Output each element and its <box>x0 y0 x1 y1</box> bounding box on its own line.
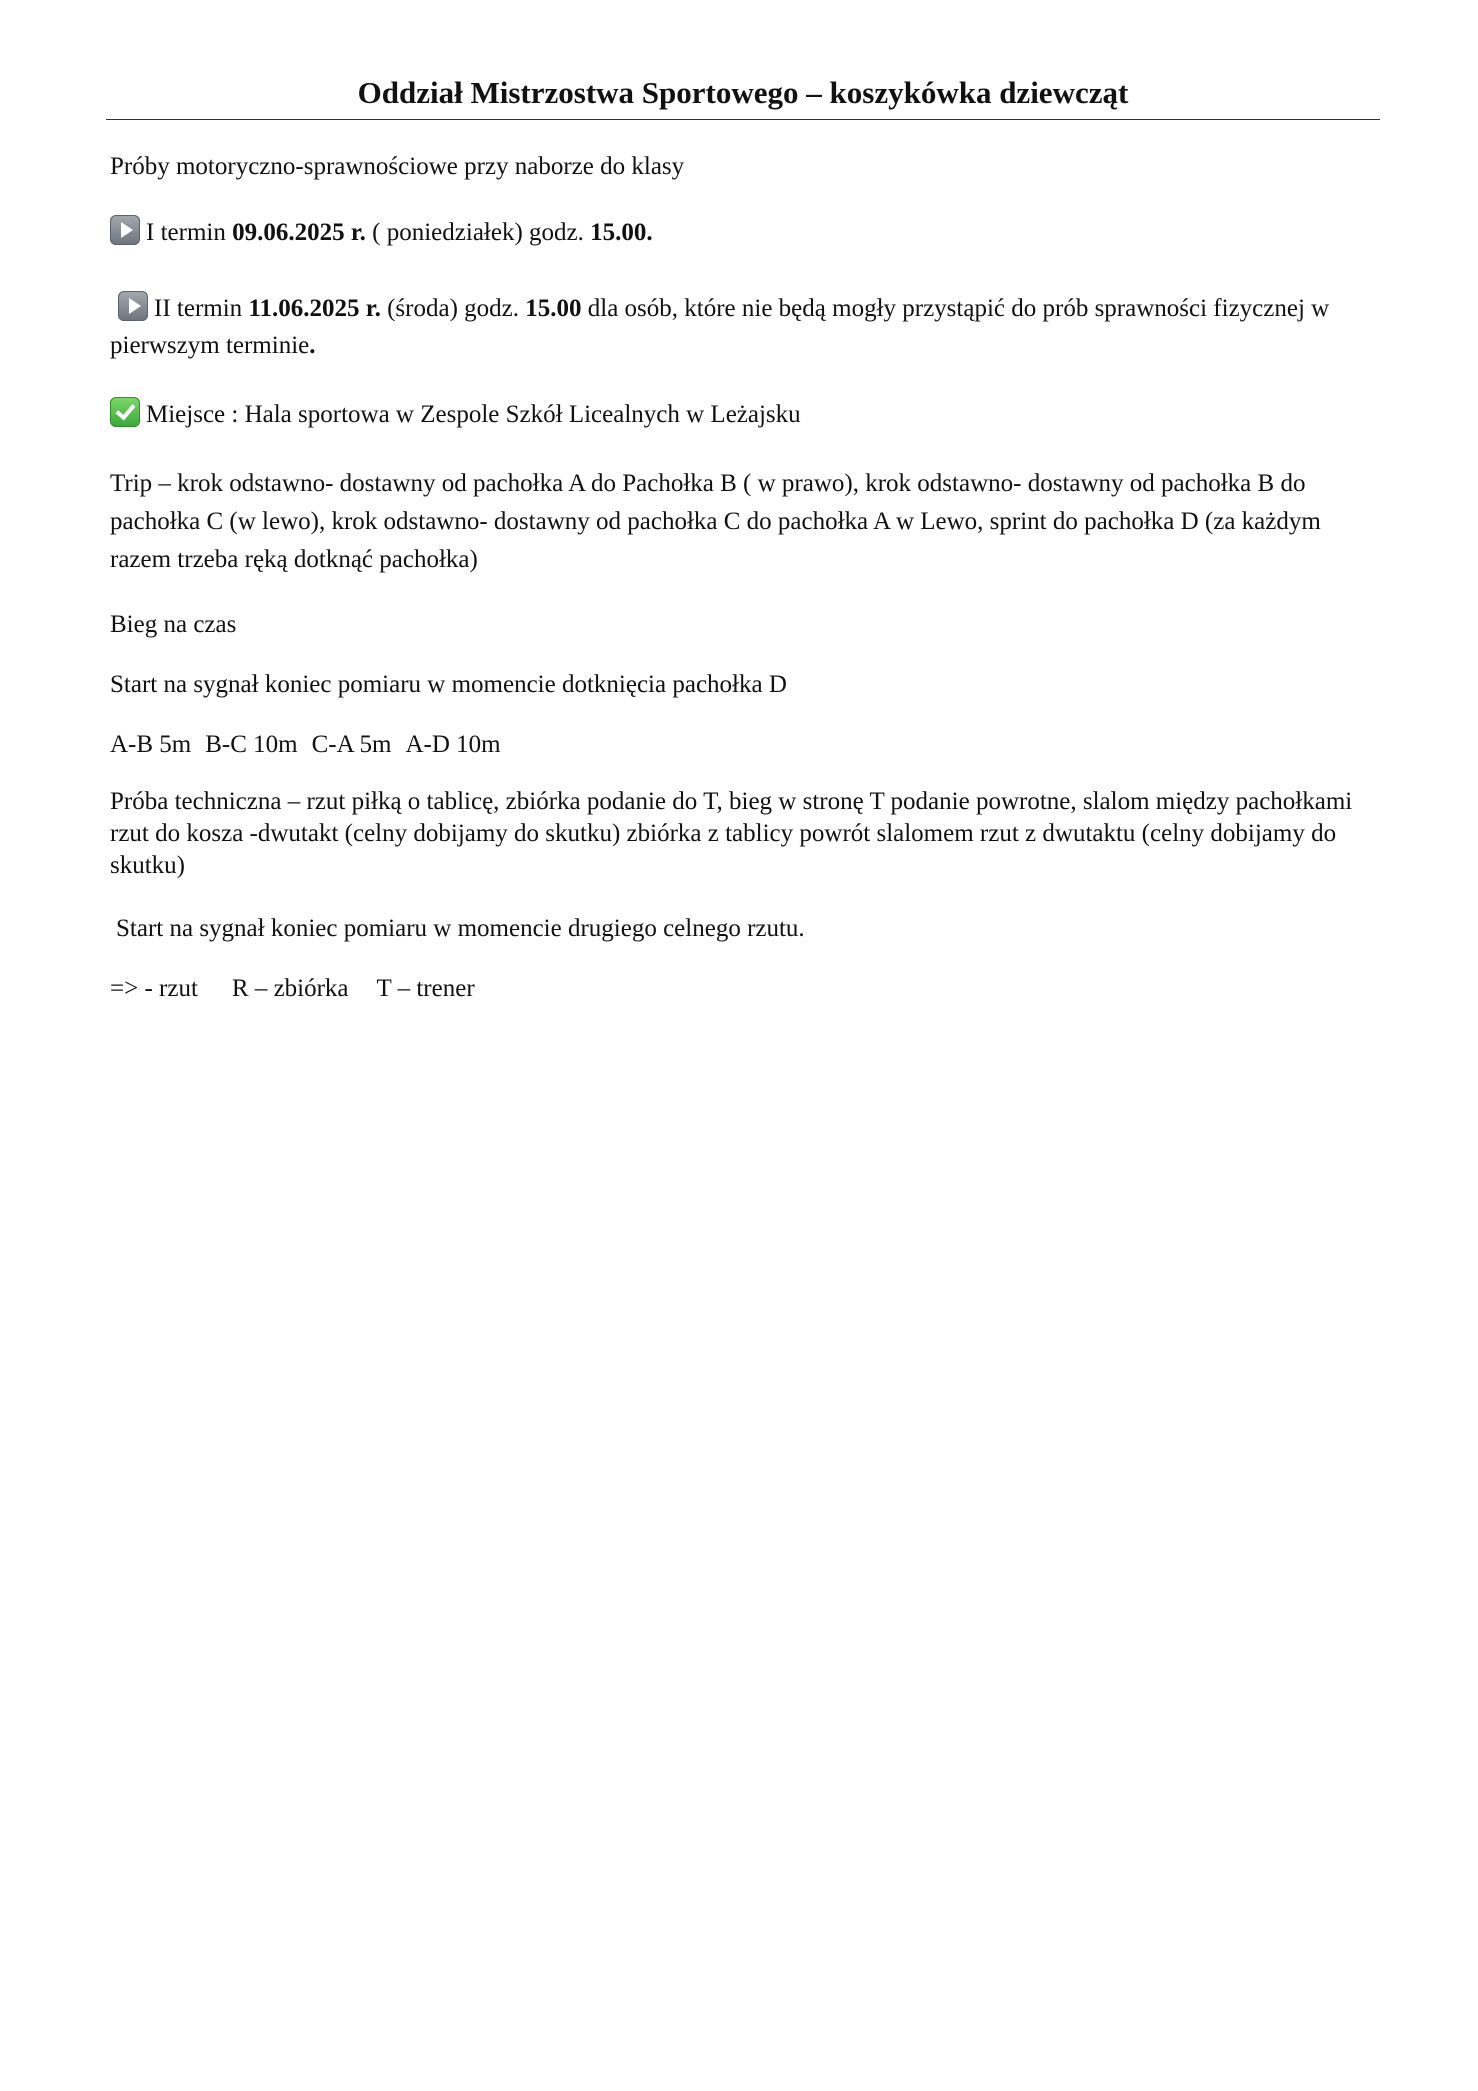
term1-date: 09.06.2025 r. <box>232 219 366 246</box>
page-title: Oddział Mistrzostwa Sportowego – koszykówka dziewcząt <box>357 75 1129 110</box>
term2-date: 11.06.2025 r. <box>248 295 381 322</box>
distances-line <box>110 726 1380 763</box>
term2-time: 15.00 <box>525 295 582 322</box>
title-divider <box>106 119 1380 120</box>
place-line <box>110 396 1380 433</box>
distance-ab: A-B 5m <box>110 731 192 758</box>
term1-time: 15.00. <box>590 219 653 246</box>
check-icon <box>110 397 140 427</box>
term2-day: (środa) godz. <box>387 295 519 322</box>
term1-day: ( poniedziałek) godz. <box>372 219 584 246</box>
distance-ad: A-D 10m <box>405 731 501 758</box>
legend-rebound: R – zbiórka <box>231 975 349 1002</box>
legend-throw: => - rzut <box>110 975 198 1002</box>
term2-paragraph <box>110 290 1380 364</box>
distance-ca: C-A 5m <box>311 731 392 758</box>
legend-coach: T – trener <box>376 975 475 1002</box>
start-rule-1: Start na sygnał koniec pomiaru w momencie dotknięcia pachołka D <box>110 671 787 698</box>
term2-label: II termin <box>154 295 243 322</box>
play-icon <box>118 291 148 321</box>
term2-note-end: . <box>309 332 316 359</box>
term1-label: I termin <box>146 219 226 246</box>
term1-line <box>110 214 1380 251</box>
legend-line <box>110 970 1380 1007</box>
intro-text: Próby motoryczno-sprawnościowe przy naborze do klasy <box>110 153 685 180</box>
run-label: Bieg na czas <box>110 611 237 638</box>
trip-description: Trip – krok odstawno- dostawny od pachołka A do Pachołka B ( w prawo), krok odstawno- dostawny od pachołka B do pachołka C (w lewo), krok odstawno- dostawny od pachołka C do pachołka A w Lewo, sprint do pachołka D (za każdym razem trzeba ręką dotknąć pachołka) <box>110 470 1321 573</box>
term2-note: dla osób, które nie będą mogły przystąpić do prób sprawności fizycznej w pierwszym terminie <box>110 295 1330 359</box>
place-text: Miejsce : Hala sportowa w Zespole Szkół Licealnych w Leżajsku <box>146 401 801 428</box>
start-rule-2: Start na sygnał koniec pomiaru w momencie drugiego celnego rzutu. <box>116 915 805 942</box>
play-icon <box>110 215 140 245</box>
technical-description: Próba techniczna – rzut piłką o tablicę, zbiórka podanie do T, bieg w stronę T podanie powrotne, slalom między pachołkami rzut do kosza -dwutakt (celny dobijamy do skutku) zbiórka z tablicy powrót slalomem rzut z dwutaktu (celny dobijamy do skutku) <box>110 788 1353 879</box>
distance-bc: B-C 10m <box>205 731 298 758</box>
